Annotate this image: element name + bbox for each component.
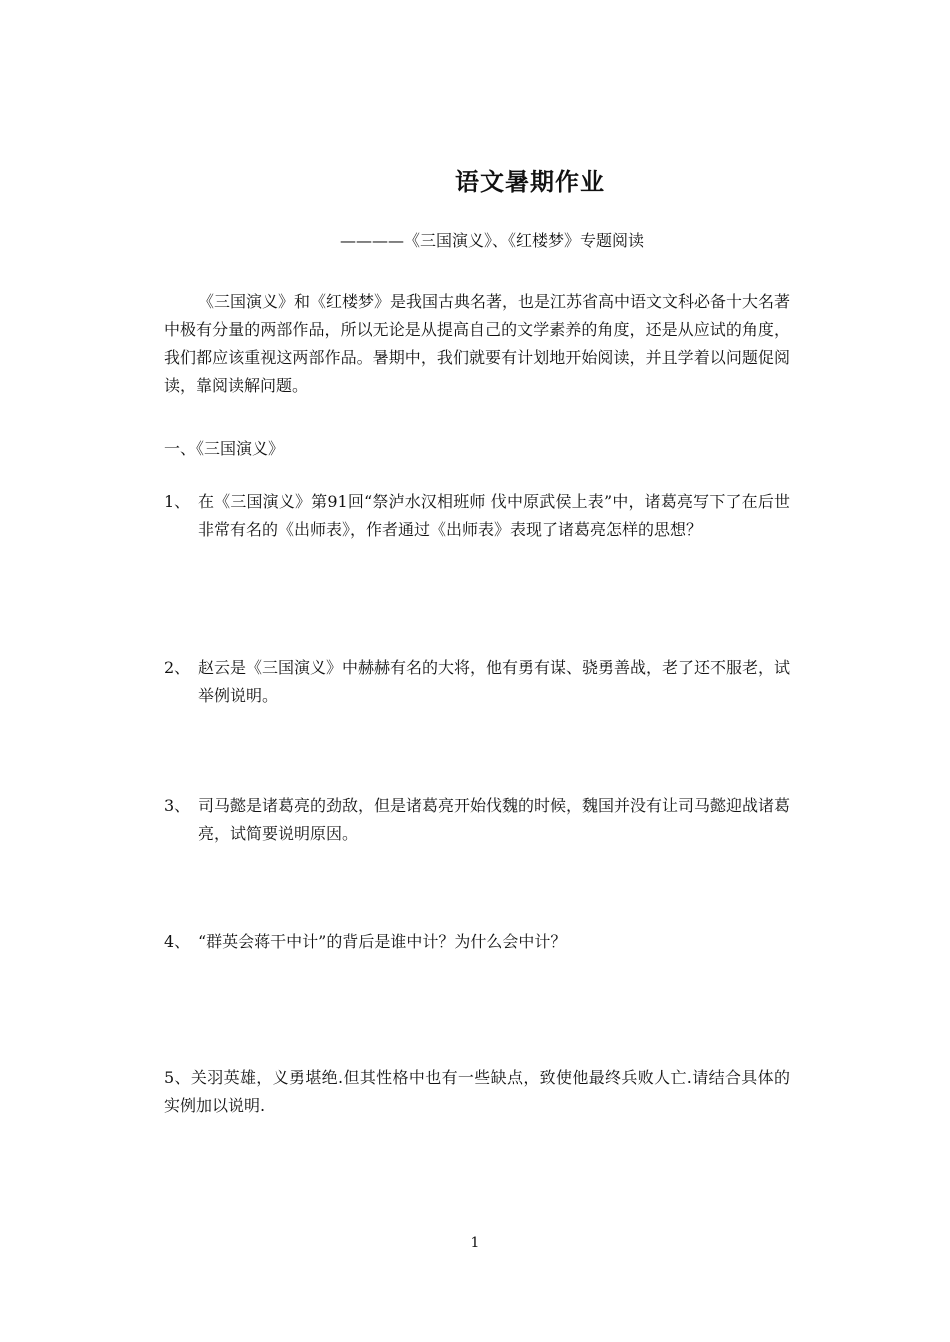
question-item [164, 488, 790, 544]
question-item [164, 654, 790, 710]
page-number: 1 [470, 1235, 480, 1251]
question-item [164, 1064, 790, 1120]
question-text: 司马懿是诸葛亮的劲敌，但是诸葛亮开始伐魏的时候，魏国并没有让司马懿迎战诸葛亮，试简要说明原因。 [198, 796, 791, 843]
question-number: 2、 [164, 658, 191, 677]
section-heading-sanguo: 一、《三国演义》 [164, 439, 285, 458]
question-number: 1、 [164, 492, 191, 511]
intro-paragraph: 《三国演义》和《红楼梦》是我国古典名著，也是江苏省高中语文文科必备十大名著中极有分量的两部作品，所以无论是从提高自己的文学素养的角度，还是从应试的角度，我们都应该重视这两部作品。暑期中，我们就要有计划地开始阅读，并且学着以问题促阅读，靠阅读解问题。 [164, 292, 791, 395]
question-text: 在《三国演义》第91回“祭泸水汉相班师 伐中原武侯上表”中，诸葛亮写下了在后世非常有名的《出师表》，作者通过《出师表》表现了诸葛亮怎样的思想？ [198, 492, 790, 539]
question-number: 5、 [164, 1068, 191, 1087]
question-text: 赵云是《三国演义》中赫赫有名的大将，他有勇有谋、骁勇善战，老了还不服老，试举例说明。 [198, 658, 791, 705]
question-item [164, 792, 790, 848]
document-title: 语文暑期作业 [455, 168, 605, 196]
document-subtitle: ————《三国演义》、《红楼梦》专题阅读 [340, 231, 645, 250]
question-text: “群英会蒋干中计”的背后是谁中计？为什么会中计？ [198, 932, 567, 951]
question-text: 关羽英雄，义勇堪绝.但其性格中也有一些缺点，致使他最终兵败人亡.请结合具体的实例加以说明. [164, 1068, 790, 1115]
question-number: 4、 [164, 932, 191, 951]
question-number: 3、 [164, 796, 191, 815]
question-item [164, 928, 790, 956]
